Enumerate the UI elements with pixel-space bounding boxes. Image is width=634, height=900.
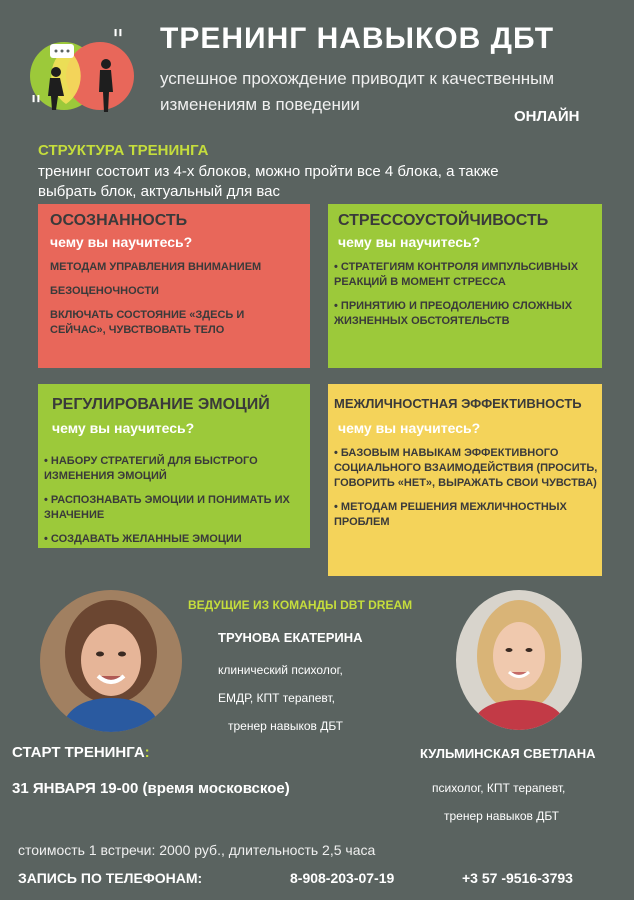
block-list (334, 446, 598, 539)
block-mindfulness (38, 204, 310, 368)
list-item: • СТРАТЕГИЯМ КОНТРОЛЯ ИМПУЛЬСИВНЫХ РЕАКЦИЙ В МОМЕНТ СТРЕССА (334, 260, 596, 290)
block-distress-tolerance (328, 204, 602, 368)
svg-text:": " (112, 26, 124, 55)
leader-roles: психолог, КПТ терапевт, тренер навыков ДБТ (432, 781, 566, 823)
structure-heading: СТРУКТУРА ТРЕНИНГА (38, 142, 209, 159)
svg-text:": " (30, 91, 42, 121)
list-item: • РАСПОЗНАВАТЬ ЭМОЦИИ И ПОНИМАТЬ ИХ ЗНАЧЕНИЕ (44, 493, 306, 523)
structure-text: тренинг состоит из 4-х блоков, можно пройти все 4 блока, а также выбрать блок, актуальный для вас (38, 163, 499, 200)
block-interpersonal-effectiveness (328, 384, 602, 576)
cost-text: стоимость 1 встречи: 2000 руб., длительность 2,5 часа (18, 842, 376, 858)
list-item: • СОЗДАВАТЬ ЖЕЛАННЫЕ ЭМОЦИИ (44, 532, 306, 547)
block-question: чему вы научитесь? (52, 420, 195, 436)
list-item: • БАЗОВЫМ НАВЫКАМ ЭФФЕКТИВНОГО СОЦИАЛЬНОГО ВЗАИМОДЕЙСТВИЯ (ПРОСИТЬ, ГОВОРИТЬ «НЕТ», ВЫРАЖАТЬ СВОИ ЧУВСТВА) (334, 446, 598, 491)
block-emotion-regulation (38, 384, 310, 548)
block-question: чему вы научитесь? (338, 234, 481, 250)
page-subtitle: успешное прохождение приводит к качественным изменениям в поведении (160, 69, 555, 114)
list-item: • ПРИНЯТИЮ И ПРЕОДОЛЕНИЮ СЛОЖНЫХ ЖИЗНЕННЫХ ОБСТОЯТЕЛЬСТВ (334, 299, 596, 329)
page-title: ТРЕНИНГ НАВЫКОВ ДБТ (160, 22, 555, 55)
phone-number: 8-908-203-07-19 (290, 870, 395, 886)
block-list (334, 260, 596, 338)
leader-name: ТРУНОВА ЕКАТЕРИНА (218, 630, 363, 645)
leaders-heading: ВЕДУЩИЕ ИЗ КОМАНДЫ DBT DREAM (188, 598, 413, 612)
list-item: • НАБОРУ СТРАТЕГИЙ ДЛЯ БЫСТРОГО ИЗМЕНЕНИЯ ЭМОЦИЙ (44, 454, 306, 484)
block-title: СТРЕССОУСТОЙЧИВОСТЬ (338, 212, 549, 229)
list-item: ВКЛЮЧАТЬ СОСТОЯНИЕ «ЗДЕСЬ И СЕЙЧАС», ЧУВСТВОВАТЬ ТЕЛО (50, 309, 245, 336)
phone-number: +3 57 -9516-3793 (462, 870, 573, 886)
block-list (50, 260, 290, 347)
list-item: МЕТОДАМ УПРАВЛЕНИЯ ВНИМАНИЕМ (50, 261, 262, 273)
format-label: ОНЛАЙН (514, 108, 580, 125)
avatar (456, 590, 582, 730)
start-heading: СТАРТ ТРЕНИНГА: (12, 744, 150, 761)
leader-roles: клинический психолог, ЕМДР, КПТ терапевт, тренер навыков ДБТ (218, 663, 344, 733)
block-list (44, 454, 306, 556)
contact-label: ЗАПИСЬ ПО ТЕЛЕФОНАМ: (18, 870, 203, 886)
block-question: чему вы научитесь? (50, 234, 193, 250)
block-title: ОСОЗНАННОСТЬ (50, 212, 188, 229)
leader-name: КУЛЬМИНСКАЯ СВЕТЛАНА (420, 746, 596, 761)
list-item: • МЕТОДАМ РЕШЕНИЯ МЕЖЛИЧНОСТНЫХ ПРОБЛЕМ (334, 500, 598, 530)
block-question: чему вы научитесь? (338, 420, 481, 436)
avatar (40, 590, 182, 732)
block-title: РЕГУЛИРОВАНИЕ ЭМОЦИЙ (52, 396, 270, 413)
list-item: БЕЗОЦЕНОЧНОСТИ (50, 285, 159, 297)
block-title: МЕЖЛИЧНОСТНАЯ ЭФФЕКТИВНОСТЬ (334, 396, 582, 411)
start-date: 31 ЯНВАРЯ 19-00 (время московское) (12, 780, 290, 797)
logo-icon (22, 26, 142, 122)
